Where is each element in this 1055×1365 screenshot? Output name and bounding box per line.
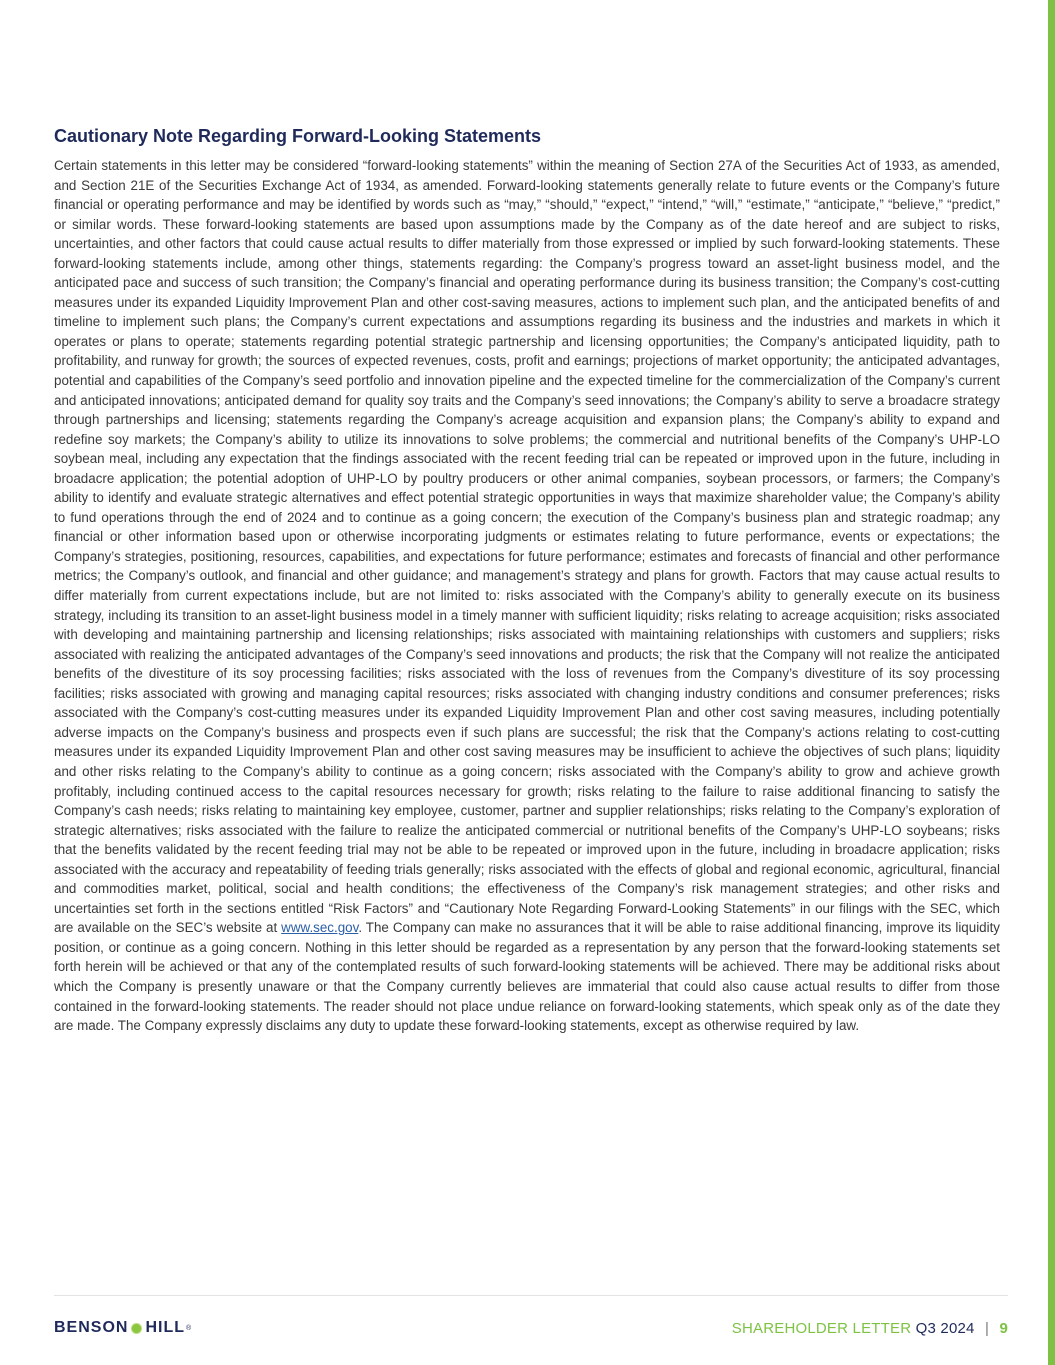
logo-word-hill: HILL bbox=[145, 1319, 185, 1336]
logo-word-benson: BENSON bbox=[54, 1319, 129, 1336]
benson-hill-logo bbox=[54, 1319, 192, 1337]
footer-separator: | bbox=[984, 1320, 990, 1337]
page-number: 9 bbox=[999, 1320, 1008, 1337]
right-edge-accent-bar bbox=[1048, 0, 1055, 1365]
footer-page-info bbox=[732, 1320, 1008, 1337]
footer-label: SHAREHOLDER LETTER bbox=[731, 1320, 912, 1337]
logo-registered-mark: ® bbox=[186, 1324, 193, 1332]
paragraph-text-part1: Certain statements in this letter may be considered “forward-looking statements” within the meaning of Section 27A of the Securities Act of 1933, as amended, and Section 21E of the Securities Exchange Act of 1934, as amended. Forward-looking statements generally relate to future events or the Company’s future financial or operating performance and may be identified by words such as “may,” “should,” “expect,” “intend,” “will,” “estimate,” “anticipate,” “believe,” “predict,” or similar words. These forward-looking statements are based upon assumptions made by the Company as of the date hereof and are subject to risks, uncertainties, and other factors that could cause actual results to differ materially from those expressed or implied by such forward-looking statements. These forward-looking statements include, among other things, statements regarding: the Company’s progress toward an asset-light business model, and the anticipated pace and success of such transition; the Company’s financial and operating performance during its business transition; the Company’s cost-cutting measures under its expanded Liquidity Improvement Plan and other cost-saving measures, actions to implement such plan, and the anticipated benefits of and timeline to implement such plans; the Company’s current expectations and assumptions regarding its business and the industries and markets in which it operates or plans to operate; statements regarding potential strategic partnership and licensing opportunities; the Company’s anticipated liquidity, path to profitability, and runway for growth; the sources of expected revenues, costs, profit and earnings; projections of market opportunity; the anticipated advantages, potential and capabilities of the Company’s seed portfolio and innovation pipeline and the expected timeline for the commercialization of the Company’s current and anticipated innovations; anticipated demand for quality soy traits and the Company’s seed innovations; the Company’s ability to serve a broadacre strategy through partnerships and licensing; statements regarding the Company’s acreage acquisition and expansion plans; the Company’s ability to expand and redefine soy markets; the Company’s ability to utilize its innovations to solve problems; the commercial and nutritional benefits of the Company’s UHP-LO soybean meal, including any expectation that the findings associated with the recent feeding trial can be repeated or improved upon in the future, including in broadacre application; the potential adoption of UHP-LO by poultry producers or other animal companies, soybean processors, or farmers; the Company’s ability to identify and evaluate strategic alternatives and effect potential strategic opportunities in ways that maximize shareholder value; the Company’s ability to fund operations through the end of 2024 and to continue as a going concern; the execution of the Company’s business plan and strategic roadmap; any financial or other information based upon or otherwise incorporating judgments or estimates relating to future performance, events or expectations; the Company’s strategies, positioning, resources, capabilities, and expectations for future performance; estimates and forecasts of financial and other performance metrics; the Company’s outlook, and financial and other guidance; and management’s strategy and plans for growth. Factors that may cause actual results to differ materially from current expectations include, but are not limited to: risks associated with the Company’s ability to generally execute on its business strategy, including its transition to an asset-light business model in a timely manner with sufficient liquidity; risks relating to acreage acquisition; risks associated with developing and maintaining partnership and licensing relationships; risks associated with maintaining relationships with customers and suppliers; risks associated with realizing the anticipated advantages of the Company’s seed innovations and products; the risk that the Company will not realize the anticipated benefits of the divestiture of its soy processing facilities; risks associated with the loss of revenues from the Company’s divestiture of its soy processing facilities; risks associated with growing and managing capital resources; risks associated with changing industry conditions and consumer preferences; risks associated with the Company’s cost-cutting measures under its expanded Liquidity Improvement Plan and other cost saving measures, including potentially adverse impacts on the Company’s business and prospects even if such plans are successful; the risk that the Company’s actions relating to cost-cutting measures under its expanded Liquidity Improvement Plan and other cost saving measures may be insufficient to achieve the objectives of such plans; liquidity and other risks relating to the Company’s ability to continue as a going concern; risks associated with the Company’s ability to grow and achieve growth profitably, including continued access to the capital resources necessary for growth; risks relating to the failure to raise additional financing to satisfy the Company’s cash needs; risks relating to maintaining key employee, customer, partner and supplier relationships; risks relating to the Company’s exploration of strategic alternatives; risks associated with the failure to realize the anticipated commercial or nutritional benefits of the Company’s UHP-LO soybeans; risks that the benefits validated by the recent feeding trial may not be able to be repeated or improved upon in the future, including in broadacre application; risks associated with the accuracy and repeatability of feeding trials generally; risks associated with the effects of global and regional economic, agricultural, financial and commodities market, political, social and health conditions; the effectiveness of the Company’s risk management strategies; and other risks and uncertainties set forth in the sections entitled “Risk Factors” and “Cautionary Note Regarding Forward-Looking Statements” in our filings with the SEC, which are available on the SEC’s website at bbox=[54, 158, 1000, 936]
sec-website-link[interactable]: www.sec.gov bbox=[281, 920, 359, 936]
document-content bbox=[54, 124, 1000, 1036]
logo-dot-icon bbox=[131, 1323, 142, 1334]
footer-divider bbox=[54, 1295, 1008, 1296]
cautionary-paragraph bbox=[54, 156, 1000, 1036]
paragraph-text-part2: . The Company can make no assurances that it will be able to raise additional financing, improve its liquidity position, or continue as a going concern. Nothing in this letter should be regarded as a representation by any person that the forward-looking statements set forth herein will be achieved or that any of the contemplated results of such forward-looking statements will be achieved. There may be additional risks about which the Company is presently unaware or that the Company currently believes are immaterial that could also cause actual results to differ from those contained in the forward-looking statements. The reader should not place undue reliance on forward-looking statements, which speak only as of the date they are made. The Company expressly disclaims any duty to update these forward-looking statements, except as otherwise required by law. bbox=[54, 920, 1001, 1034]
section-heading: Cautionary Note Regarding Forward-Looking Statements bbox=[54, 126, 542, 146]
footer-quarter: Q3 2024 bbox=[915, 1320, 975, 1337]
